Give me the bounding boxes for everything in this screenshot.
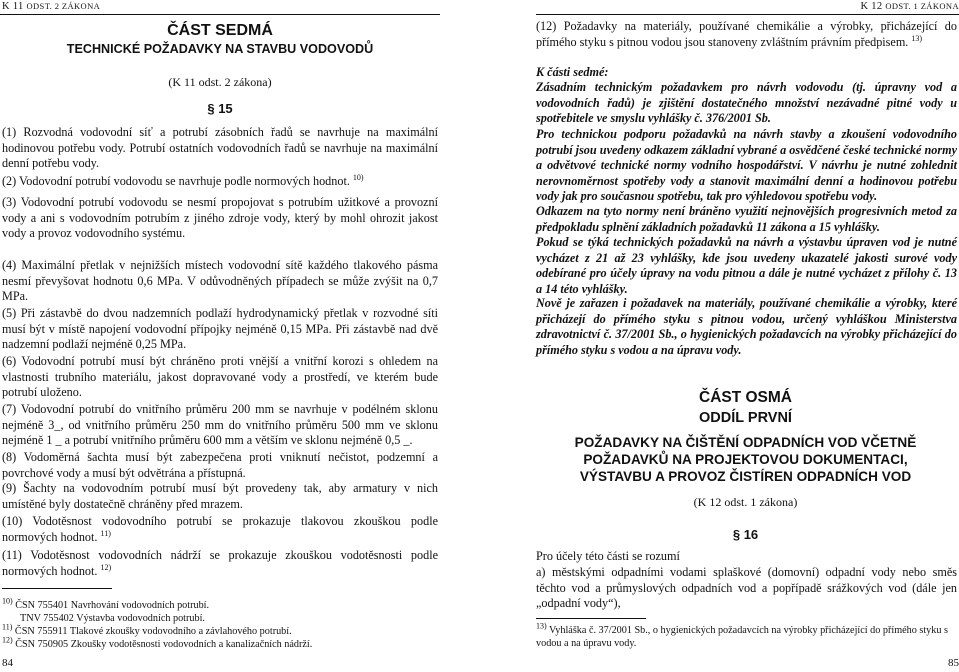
footnote-12: $^{12)}$ ČSN 750905 Zkoušky vodotěsnosti vodovodních a kanalizačních nádrží. (2, 635, 313, 650)
paragraph-4: (4) Maximální přetlak v nejnižších místech vodovodní sítě každého tlakového pásma nesmí převyšovat hodnotu 0,6 MPa. V odůvodněných případech se může zvýšit na 0,7 MPa. (2, 258, 438, 303)
header-rule (536, 14, 959, 15)
note-title: K části sedmé: (536, 65, 609, 79)
running-header-left: K 11 ODST. 2 ZÁKONA (2, 1, 101, 12)
footnote-11: $^{11)}$ ČSN 755911 Tlakové zkoušky vodovodního a závlahového potrubí. (2, 622, 292, 637)
section-number: § 15 (207, 101, 233, 116)
section-16-item-a: a) městskými odpadními vodami splaškové (domovní) odpadní vody nebo směs těchto vod a průmyslových odpadních vod a popřípadě srážkových vod (dále jen „odpadní vody“), (536, 565, 957, 610)
note-paragraph-3: Odkazem na tyto normy není bráněno využití nejnovějších progresivních metod za předpokladu splnění základních požadavků 11 zákona a 15 vyhlášky. (536, 204, 957, 234)
paragraph-6: (6) Vodovodní potrubí musí být chráněno proti vnější a vnitřní korozi s ohledem na vlastnosti trubního materiálu, jakost dopravované vody a prostředí, ve kterém bude potrubí uloženo. (2, 354, 438, 399)
part-title: ČÁST SEDMÁ (167, 22, 273, 39)
footnote-rule (536, 618, 646, 619)
paragraph-3: (3) Vodovodní potrubí vodovodu se nesmí propojovat s potrubím užitkové a provozní vody a ani s vodovodním potrubím z jiného zdroje vody, který by mohl ohrozit jakost vody a provoz vodovodního systému. (2, 195, 438, 240)
paragraph-8: (8) Vodoměrná šachta musí být zabezpečena proti vniknutí nečistot, podzemní a povrchové vody a musí být odvětrána a přístupná. (2, 450, 438, 480)
note-paragraph-1: Zásadním technickým požadavkem pro návrh vodovodu (tj. úpravny vod a vodovodních řadů) je zjištění dostatečného množství nezávadné pitné vody u spotřebitele ve smyslu vyhlášky č. 376/2001 Sb. (536, 80, 957, 125)
footnote-ref: 12) (100, 562, 112, 572)
paragraph-9: (9) Šachty na vodovodním potrubí musí být provedeny tak, aby armatury v nich umístěné byly dostatečně chráněny před mrazem. (2, 481, 438, 511)
footnote-ref: 11) (100, 528, 111, 538)
division-title: ODDÍL PRVNÍ (699, 410, 792, 426)
part-heading: POŽADAVKY NA ČIŠTĚNÍ ODPADNÍCH VOD VČETNĚ POŽADAVKŮ NA PROJEKTOVOU DOKUMENTACI, VÝSTAVBU A PROVOZ ČISTÍREN ODPADNÍCH VOD (574, 435, 917, 484)
note-paragraph-4: Pokud se týká technických požadavků na návrh a výstavbu úpraven vod je nutné vycházet z 21 až 23 vyhlášky, kde jsou uvedeny ukazatelé jakosti surové vody odebírané pro účely úpravy na vodu pitnou a dále je nutné vycházet z přílohy č. 13 a 14 této vyhlášky. (536, 235, 957, 296)
paragraph-7: (7) Vodovodní potrubí do vnitřního průměru 200 mm se navrhuje v podélném sklonu nejméně 3_, od vnitřního průměru 250 mm do vnitřního průměru 500 mm ve sklonu nejméně 1 _ a potrubí vnitřního průměru 600 mm a větším ve sklonu nejméně 0,5 _. (2, 402, 438, 447)
paragraph-1: (1) Rozvodná vodovodní síť a potrubí zásobních řadů se navrhuje na maximální hodinovou potřebu vody. Potrubí ostatních vodovodních řadů se navrhuje na maximální denní potřebu vody. (2, 125, 438, 170)
legal-basis: (K 12 odst. 1 zákona) (693, 495, 798, 509)
paragraph-10: (10) Vodotěsnost vodovodního potrubí se prokazuje tlakovou zkouškou podle normových hodnot. $^{11)}$ (2, 514, 438, 544)
page-number: 85 (948, 657, 959, 669)
footnote-13: $^{13)}$ Vyhláška č. 37/2001 Sb., o hygienických požadavcích na výrobky přicházející do přímého styku s vodou a na úpravu vody. (536, 621, 948, 649)
part-subtitle: TECHNICKÉ POŽADAVKY NA STAVBU VODOVODŮ (66, 42, 374, 56)
note-paragraph-5: Nově je zařazen i požadavek na materiály, používané chemikálie a výrobky, které přicházejí do přímého styku s pitnou vodou, určený vyhláškou Ministerstva zdravotnictví č. 37/2001 Sb., o hygienických požadavcích na výrobky přicházející do přímého styku s vodou a na úpravu vody. (536, 296, 957, 357)
section-16-intro: Pro účely této části se rozumí (536, 549, 680, 563)
paragraph-11: (11) Vodotěsnost vodovodních nádrží se prokazuje zkouškou vodotěsnosti podle normových hodnot. $^{12)}$ (2, 548, 438, 578)
note-paragraph-2: Pro technickou podporu požadavků na návrh stavby a zkoušení vodovodního potrubí jsou uvedeny odkazem základní vybrané a osvědčené české technické normy a odvětvové technické normy vodního hospodářství. V návrhu je nutné zohlednit nerovnoměrnost spotřeby vody a stanovit maximální denní a hodinovou potřebu vody jak pro současnou spotřebu, tak pro výhledovou spotřebu vody. (536, 127, 957, 203)
page-number: 84 (2, 657, 13, 669)
running-header-right: K 12 ODST. 1 ZÁKONA (860, 1, 959, 12)
header-rule (0, 14, 440, 15)
section-number: § 16 (732, 527, 759, 542)
footnote-10-continued: TNV 755402 Výstavba vodovodních potrubí. (20, 613, 205, 624)
paragraph-2: (2) Vodovodní potrubí vodovodu se navrhuje podle normových hodnot. $^{10)}$ (2, 172, 364, 188)
legal-basis: (K 11 odst. 2 zákona) (168, 75, 272, 89)
footnote-rule (2, 588, 112, 589)
footnote-10: $^{10)}$ ČSN 755401 Navrhování vodovodních potrubí. (2, 596, 210, 611)
paragraph-12: (12) Požadavky na materiály, používané chemikálie a výrobky, přicházející do přímého styku s pitnou vodou jsou stanoveny zvláštním právním předpisem. $^{13)}$ (536, 19, 957, 49)
paragraph-5: (5) Při zástavbě do dvou nadzemních podlaží hydrodynamický přetlak v rozvodné síti musí být v místě napojení vodovodní přípojky nejméně 0,15 MPa. Při zástavbě nad dvě nadzemní podlaží nejméně 0,25 MPa. (2, 306, 438, 351)
part-title: ČÁST OSMÁ (699, 389, 792, 406)
footnote-ref: 10) (352, 172, 364, 182)
footnote-ref: 13) (911, 33, 923, 43)
